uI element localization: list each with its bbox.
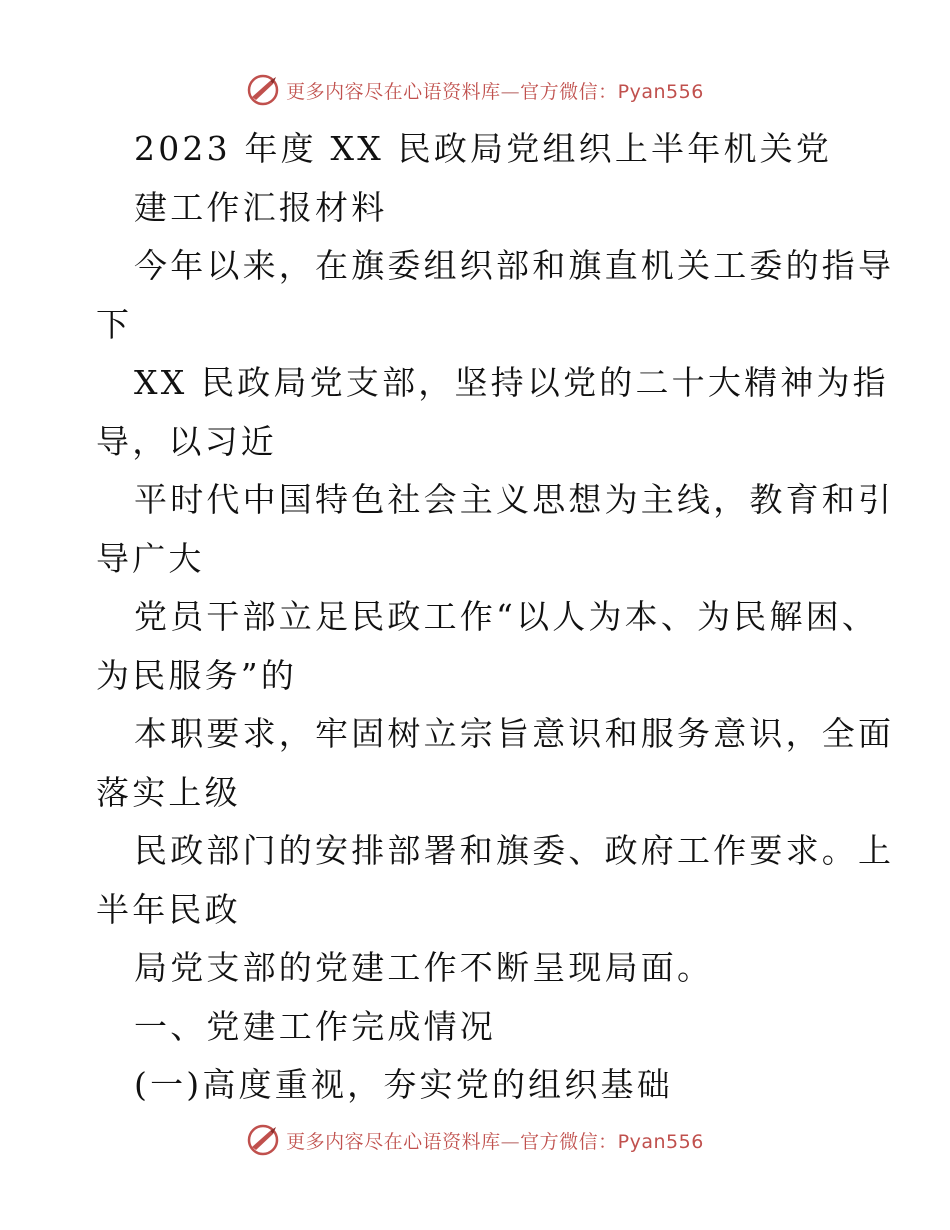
pen-logo-icon: [246, 73, 280, 107]
watermark-text: 更多内容尽在心语资料库—官方微信：Pyan556: [286, 1130, 704, 1153]
paragraph-line: XX 民政局党支部，坚持以党的二十大精神为指: [134, 363, 889, 402]
paragraph-line: 今年以来，在旗委组织部和旗直机关工委的指导: [134, 246, 895, 285]
paragraph-line: 党员干部立足民政工作“以人为本、为民解困、: [134, 597, 879, 636]
paragraph-line: 民政部门的安排部署和旗委、政府工作要求。上: [134, 831, 895, 870]
paragraph-line: 为民服务”的: [96, 655, 298, 695]
title-line-1: 2023 年度 XX 民政局党组织上半年机关党: [134, 129, 833, 168]
paragraph-line: 本职要求，牢固树立宗旨意识和服务意识，全面: [134, 714, 895, 753]
paragraph-line: 导广大: [96, 538, 205, 578]
header-watermark: [0, 70, 950, 110]
pen-logo-icon: [246, 1123, 280, 1157]
footer-watermark: [0, 1120, 950, 1160]
paragraph-line: 落实上级: [96, 772, 241, 812]
document-body: [96, 120, 895, 1115]
paragraph-line: 导，以习近: [96, 421, 277, 461]
paragraph-line: 局党支部的党建工作不断呈现局面。: [134, 948, 714, 987]
section-heading: 一、党建工作完成情况: [134, 1006, 496, 1046]
paragraph-line: 平时代中国特色社会主义思想为主线，教育和引: [134, 480, 895, 519]
paragraph-line: 半年民政: [96, 889, 241, 929]
paragraph-line: 下: [96, 304, 133, 344]
subsection-heading: (一)高度重视，夯实党的组织基础: [134, 1065, 673, 1104]
title-line-2: 建工作汇报材料: [134, 187, 388, 227]
watermark-text: 更多内容尽在心语资料库—官方微信：Pyan556: [286, 80, 704, 103]
